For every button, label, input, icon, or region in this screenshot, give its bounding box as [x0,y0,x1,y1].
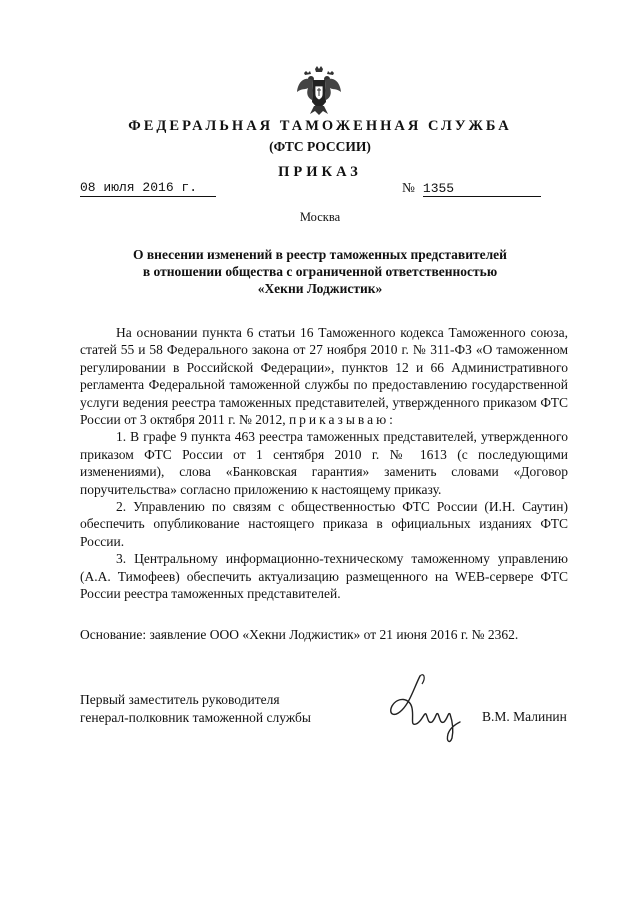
order-body [80,324,568,603]
order-item-2: 2. Управлению по связям с общественностью ФТС России (И.Н. Саутин) обеспечить опубликование настоящего приказа в официальных изданиях ФТС России. [80,499,568,549]
number-sign: № [402,180,415,195]
city: Москва [299,210,341,224]
order-item-3: 3. Центральному информационно-техническому таможенному управлению (А.А. Тимофеев) обеспечить актуализацию размещенного на WEB-сервере ФТС России реестра таможенных представителей. [80,551,568,602]
document-title: ПРИКАЗ [278,164,362,180]
agency-name: ФЕДЕРАЛЬНАЯ ТАМОЖЕННАЯ СЛУЖБА [128,118,512,134]
subject-line: О внесении изменений в реестр таможенных представителей [133,247,507,262]
order-word: приказываю: [288,412,396,428]
signer-rank-line: генерал-полковник таможенной службы [80,710,311,725]
order-subject [90,246,550,297]
basis-line: Основание: заявление ООО «Хекни Лоджистик» от 21 июня 2016 г. № 2362. [80,627,519,642]
order-date: 08 июля 2016 г. [80,180,216,197]
signer-name: В.М. Малинин [482,709,567,724]
intro-text: На основании пункта 6 статьи 16 Таможенного кодекса Таможенного союза, статей 55 и 58 Федерального закона от 27 ноября 2010 г. № 311-ФЗ «О таможенном регулировании в Российской Федерации», пунктов 12 и 66 Административного регламента Федеральной таможенной службы по предоставлению государственной услуги ведения реестра таможенных представителей, утвержденного приказом ФТС России от 3 октября 2011 г. № 2012, [80,325,568,428]
signer-position [80,691,311,727]
intro-paragraph [80,324,568,428]
subject-line: в отношении общества с ограниченной ответственностью [142,264,498,279]
russian-coat-of-arms-icon [296,66,342,116]
agency-short-name: (ФТС РОССИИ) [269,139,371,154]
order-number-field [402,180,541,197]
handwritten-signature-icon [380,668,476,748]
order-number: 1355 [423,181,541,197]
signer-position-line: Первый заместитель руководителя [80,692,280,707]
subject-line: «Хекни Лоджистик» [257,281,383,296]
order-item-1: 1. В графе 9 пункта 463 реестра таможенных представителей, утвержденного приказом ФТС России от 1 сентября 2010 г. № 1613 (с последующими изменениями), слова «Банковская гарантия» заменить словами «Договор поручительства» согласно приложению к настоящему приказу. [80,429,568,497]
